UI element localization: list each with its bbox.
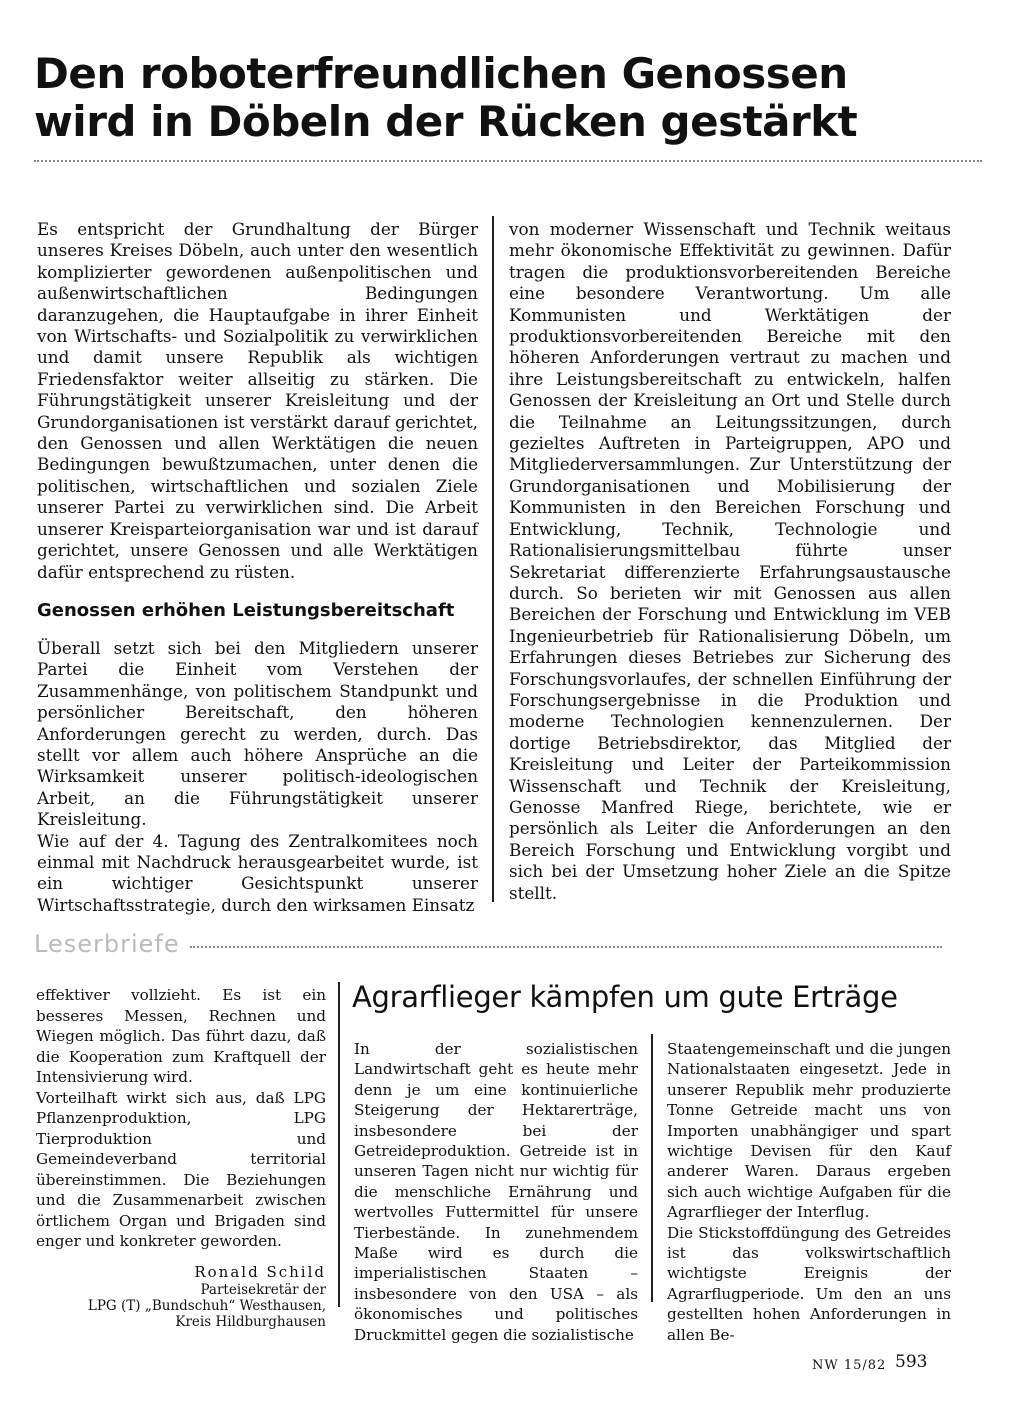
article-subheading: Genossen erhöhen Leistungsbereitschaft: [37, 599, 455, 621]
article-column-1: [37, 219, 478, 916]
agrar-headline: Agrarflieger kämpfen um gute Erträge: [352, 980, 898, 1014]
section-label-leserbriefe: Leserbriefe: [34, 930, 180, 958]
issue-reference: NW 15/82: [812, 1358, 887, 1373]
article-headline: [34, 50, 974, 146]
letter-signature: [36, 1262, 326, 1331]
letter-paragraph: effektiver vollzieht. Es ist ein besseres Messen, Rechnen und Wiegen möglich. Das führt dazu, daß die Kooperation zum Kraftquell der Intensivierung wird.: [36, 986, 326, 1086]
agrar-paragraph: In der sozialistischen Landwirtschaft geht es heute mehr denn je um eine kontinuierliche Steigerung der Hektarerträge, insbesondere bei der Getreideproduktion. Getreide ist in unseren Tagen nicht nur wichtig für die menschliche Ernährung und wertvolles Futtermittel für unsere Tierbestände. In zunehmendem Maße wird es durch die imperialistischen Staaten – insbesondere von den USA – als ökonomisches und politisches Druckmittel gegen die sozialistische: [354, 1040, 638, 1344]
article-paragraph: Wie auf der 4. Tagung des Zentralkomitees noch einmal mit Nachdruck herausgearbeitet wurde, ist ein wichtiger Gesichtspunkt unserer Wirtschaftsstrategie, durch den wirksamen Einsatz: [37, 830, 478, 915]
headline-line-1: Den roboterfreundlichen Genossen: [34, 49, 848, 98]
agrar-column-2: [667, 1039, 951, 1345]
signature-role: Parteisekretär der: [200, 1282, 326, 1298]
article-column-2: [509, 219, 951, 904]
letter-paragraph: Vorteilhaft wirkt sich aus, daß LPG Pflanzenproduktion, LPG Tierproduktion und Gemeindeverband territorial übereinstimmen. Die Beziehungen und die Zusammenarbeit zwischen örtlichem Organ und Brigaden sind enger und konkreter geworden.: [36, 1088, 326, 1250]
column-divider: [492, 216, 494, 902]
signature-organization: LPG (T) „Bundschuh“ Westhausen,: [87, 1298, 326, 1314]
signature-location: Kreis Hildburghausen: [175, 1314, 326, 1330]
letter-column: [36, 985, 326, 1330]
headline-rule: [34, 160, 982, 162]
agrar-paragraph: Staatengemeinschaft und die jungen Nationalstaaten eingesetzt. Jede in unserer Republik mehr produzierte Tonne Getreide macht uns von Importen unabhängiger und spart wichtige Devisen für den Kauf anderer Waren. Daraus ergeben sich auch wichtige Aufgaben für die Agrarflieger der Interflug.: [667, 1040, 951, 1222]
article-paragraph: Es entspricht der Grundhaltung der Bürger unseres Kreises Döbeln, auch unter den wesentlich komplizierter gewordenen außenpolitischen und außenwirtschaftlichen Bedingungen daranzugehen, die Hauptaufgabe in ihrer Einheit von Wirtschafts- und Sozialpolitik zu verwirklichen und damit unsere Republik als wichtigen Friedensfaktor weiter allseitig zu stärken. Die Führungstätigkeit unserer Kreisleitung und der Grundorganisationen ist verstärkt darauf gerichtet, den Genossen und allen Werktätigen die neuen Bedingungen bewußtzumachen, unter denen die politischen, wirtschaftlichen und sozialen Ziele unserer Partei zu verwirklichen sind. Die Arbeit unserer Kreisparteiorganisation war und ist darauf gerichtet, unsere Genossen und alle Werktätigen dafür entsprechend zu rüsten.: [37, 219, 478, 582]
signature-name: Ronald Schild: [194, 1262, 326, 1281]
headline-line-2: wird in Döbeln der Rücken gestärkt: [34, 97, 858, 146]
page-number: 593: [895, 1352, 928, 1372]
agrar-column-divider: [651, 1034, 653, 1302]
agrar-column-1: [354, 1039, 638, 1345]
section-rule: [190, 946, 942, 948]
agrar-paragraph: Die Stickstoffdüngung des Getreides ist das volkswirtschaftlich wichtigste Ereignis der Agrarflugperiode. Um den an uns gestellten hohen Anforderungen in allen Be-: [667, 1223, 951, 1344]
article-paragraph: Überall setzt sich bei den Mitgliedern unserer Partei die Einheit vom Verstehen der Zusammenhänge, von politischem Standpunkt und persönlicher Bereitschaft, den höheren Anforderungen gerecht zu werden, durch. Das stellt vor allem auch höhere Ansprüche an die Wirksamkeit unserer politisch-ideologischen Arbeit, an die Führungstätigkeit unserer Kreisleitung.: [37, 637, 478, 830]
article-paragraph: von moderner Wissenschaft und Technik weitaus mehr ökonomische Effektivität zu gewinnen. Dafür tragen die produktionsvorbereitenden Bereiche eine besondere Verantwortung. Um alle Kommunisten und Werktätigen der produktionsvorbereitenden Bereiche mit den höheren Anforderungen vertraut zu machen und ihre Leistungsbereitschaft zu entwickeln, halfen Genossen der Kreisleitung an Ort und Stelle durch die Teilnahme an Leitungssitzungen, durch gezieltes Auftreten in Parteigruppen, APO und Mitgliederversammlungen. Zur Unterstützung der Grundorganisationen und Mobilisierung der Kommunisten in den Bereichen Forschung und Entwicklung, Technik, Technologie und Rationalisierungsmittelbau führte unser Sekretariat differenzierte Erfahrungsaustausche durch. So berieten wir mit Genossen aus allen Bereichen der Forschung und Entwicklung im VEB Ingenieurbetrieb für Rationalisierung Döbeln, um Erfahrungen dieses Betriebes zur Sicherung des Forschungsvorlaufes, der schnellen Einführung der Forschungsergebnisse in die Produktion und moderne Technologien kennenzulernen. Der dortige Betriebsdirektor, das Mitglied der Kreisleitung und Leiter der Parteikommission Wissenschaft und Technik der Kreisleitung, Genosse Manfred Riege, berichtete, wie er persönlich als Leiter die Anforderungen an den Bereich Forschung und Entwicklung vorgibt und sich bei der Umsetzung hoher Ziele an die Spitze stellt.: [509, 219, 951, 903]
letters-divider: [338, 982, 340, 1307]
